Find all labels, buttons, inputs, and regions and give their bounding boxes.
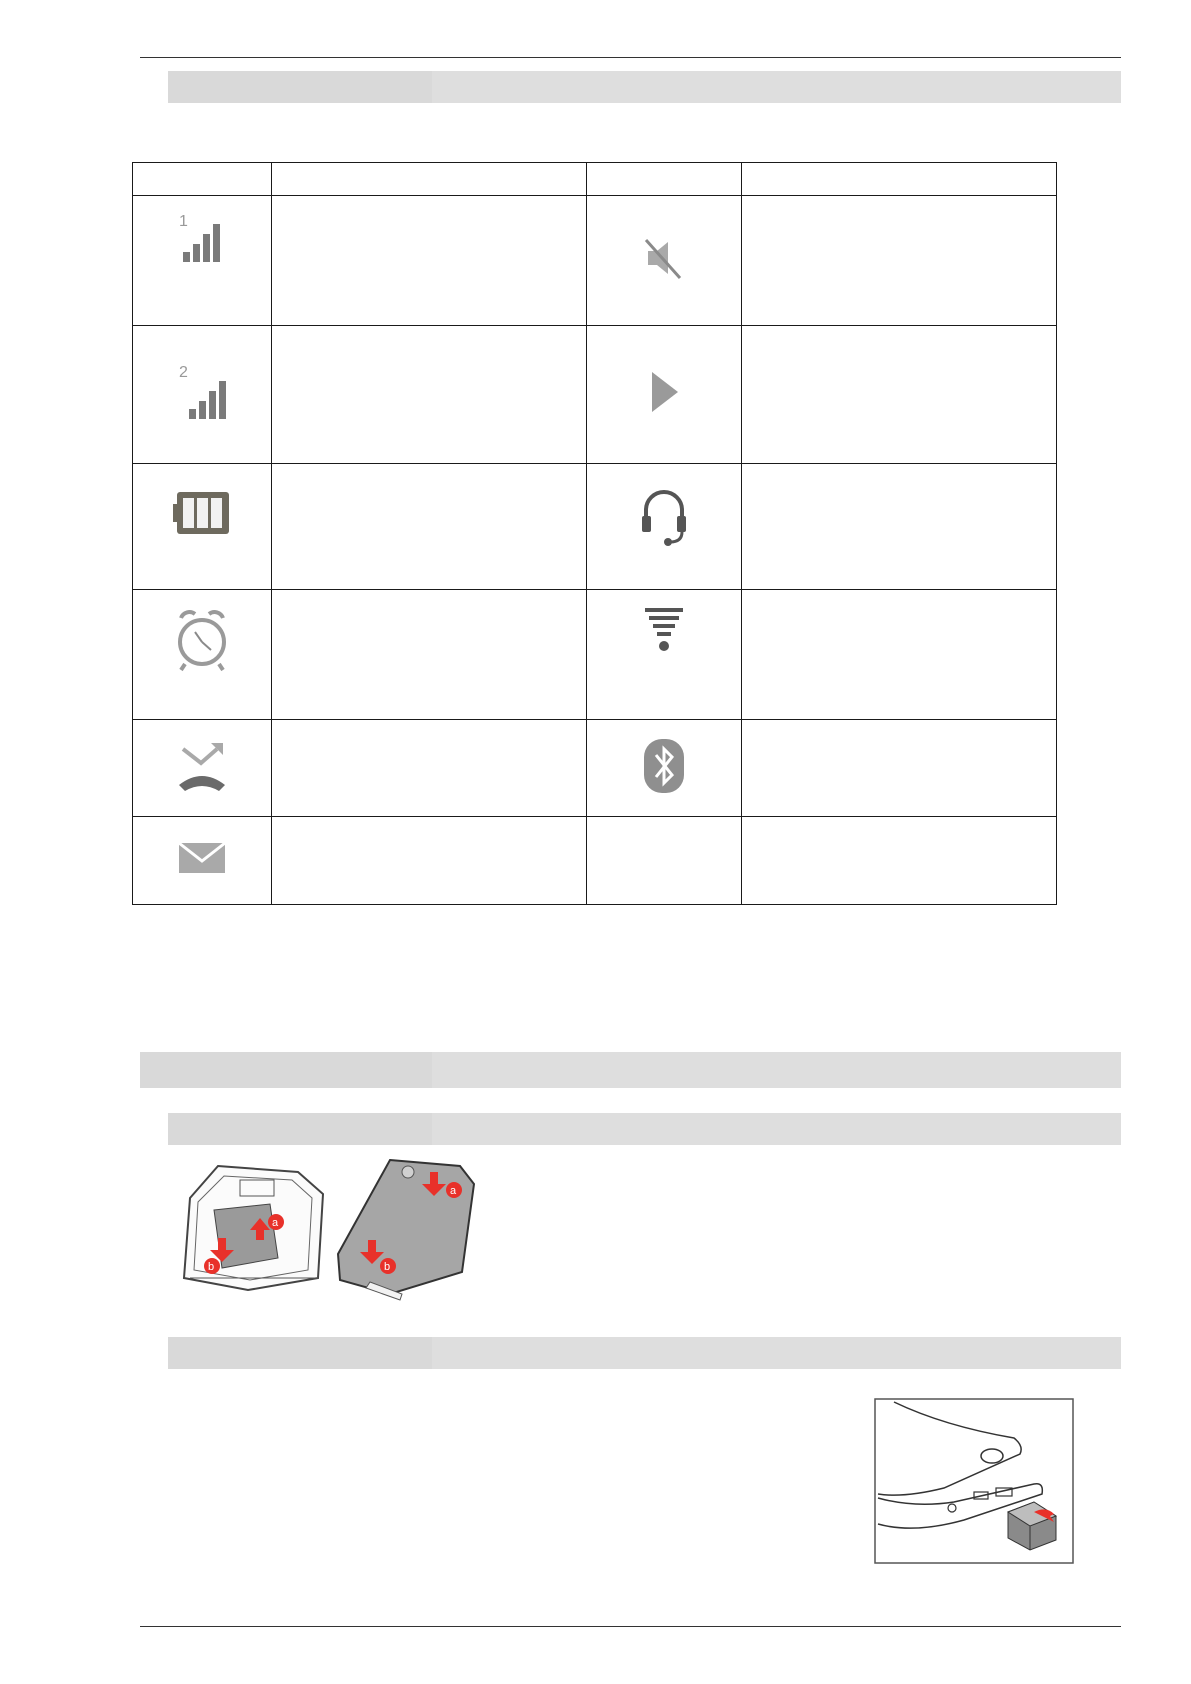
bluetooth-icon: [634, 731, 694, 801]
table-row: [133, 464, 1057, 590]
table-header-cell: [272, 163, 587, 196]
table-cell-text: [272, 464, 587, 590]
section-bar-getting-started: [140, 1052, 1121, 1088]
table-row: [133, 817, 1057, 905]
alarm-icon: [167, 604, 237, 674]
table-cell-icon: [587, 590, 742, 720]
svg-text:1: 1: [179, 213, 188, 230]
table-header-row: [133, 163, 1057, 196]
figure-label-a: a: [272, 1217, 279, 1229]
table-cell-icon: [587, 464, 742, 590]
table-cell-text: [742, 817, 1057, 905]
figure-label-b: b: [208, 1261, 215, 1273]
section-bar-top: [168, 71, 1121, 103]
table-cell-icon: [587, 196, 742, 326]
table-cell-icon: [133, 196, 272, 326]
table-cell-icon: [133, 326, 272, 464]
table-cell-icon: [587, 326, 742, 464]
table-cell-text: [742, 720, 1057, 817]
svg-text:2: 2: [179, 364, 188, 381]
subsection-bar-install-battery: [168, 1113, 1121, 1145]
table-cell-text: [742, 464, 1057, 590]
sim1-signal-icon: [167, 204, 237, 274]
subsection-bar-charging: [168, 1337, 1121, 1369]
battery-icon: [167, 486, 237, 546]
table-cell-icon: [587, 720, 742, 817]
music-playing-icon: [634, 362, 694, 422]
table-cell-text: [272, 196, 587, 326]
table-cell-icon: [133, 590, 272, 720]
table-cell-icon: [133, 464, 272, 590]
table-row: [133, 326, 1057, 464]
table-cell-text: [742, 196, 1057, 326]
table-cell-text: [272, 326, 587, 464]
battery-cover-figure: [330, 1154, 480, 1304]
header-rule: [140, 57, 1121, 58]
table-cell-icon: [133, 720, 272, 817]
table-header-cell: [133, 163, 272, 196]
wifi-icon: [634, 598, 694, 658]
headset-icon: [634, 482, 694, 552]
silent-mode-icon: [634, 228, 694, 288]
figure-label-a: a: [450, 1185, 457, 1197]
table-cell-text: [272, 817, 587, 905]
table-row: [133, 196, 1057, 326]
footer-rule: [140, 1626, 1121, 1627]
missed-call-icon: [167, 731, 237, 801]
table-cell-text: [272, 590, 587, 720]
battery-insert-figure: [178, 1158, 328, 1298]
sim2-signal-icon: [167, 357, 237, 427]
table-cell-text: [742, 590, 1057, 720]
table-row: [133, 590, 1057, 720]
status-icon-table: [132, 162, 1057, 905]
table-cell-icon: [133, 817, 272, 905]
table-cell-text: [272, 720, 587, 817]
table-cell-empty: [587, 817, 742, 905]
figure-label-b: b: [384, 1261, 391, 1273]
new-message-icon: [167, 833, 237, 883]
table-row: [133, 720, 1057, 817]
table-header-cell: [587, 163, 742, 196]
table-cell-text: [742, 326, 1057, 464]
charging-figure: [874, 1398, 1074, 1564]
table-header-cell: [742, 163, 1057, 196]
